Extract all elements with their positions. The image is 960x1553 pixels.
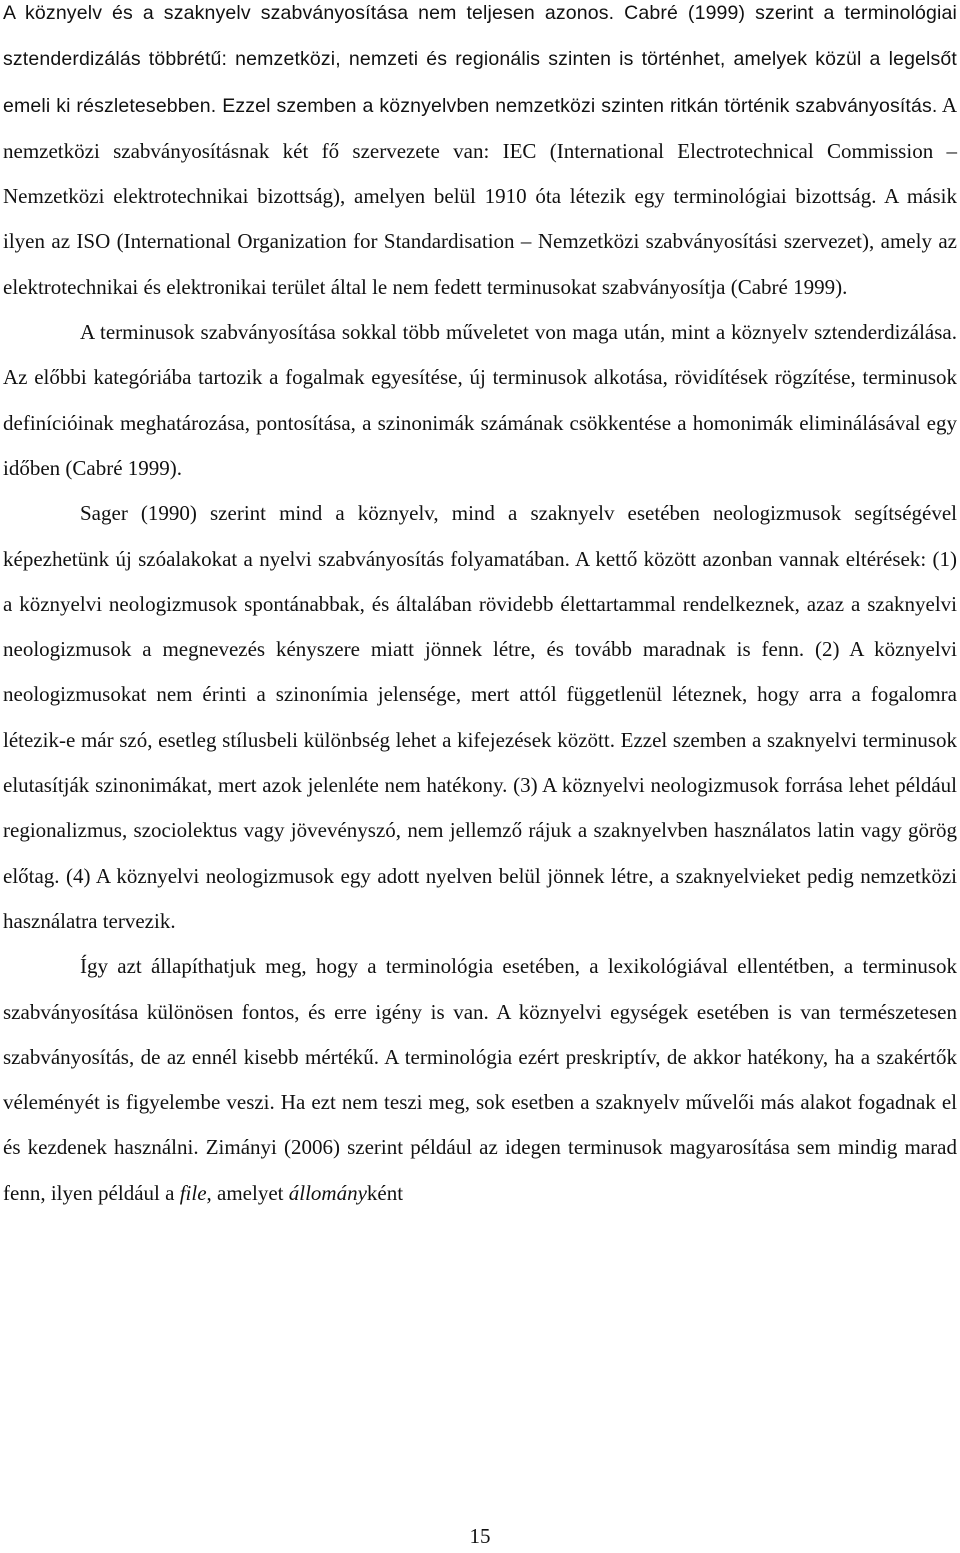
page-number: 15 <box>469 1524 491 1548</box>
paragraph-4-text-mid: , amelyet <box>206 1180 289 1205</box>
paragraph-1-serif-text: A nemzetközi szabványosításnak két fő szervezete van: IEC (International Electrotechnical Commission – Nemzetközi elektrotechnikai bizottság), amelyen belül 1910 óta létezik egy terminológiai bizottság. A másik ilyen az ISO (International Organization for Standardisation – Nemzetközi szabványosítási szervezet), amely az elektrotechnikai és elektronikai terület által le nem fedett terminusokat szabványosítja (Cabré 1999). <box>3 92 957 299</box>
italic-term-file: file <box>179 1180 207 1205</box>
italic-term-allomany: állomány <box>288 1180 367 1205</box>
paragraph-3: Sager (1990) szerint mind a köznyelv, mind a szaknyelv esetében neologizmusok segítségével képezhetünk új szóalakokat a nyelvi szabványosítás folyamatában. A kettő között azonban vannak eltérések: (1) a köznyelvi neologizmusok spontánabbak, és általában rövidebb élettartammal rendelkeznek, azaz a szaknyelvi neologizmusok a megnevezés kényszere miatt jönnek létre, és tovább maradnak is fenn. (2) A köznyelvi neologizmusokat nem érinti a szinonímia jelensége, mert attól függetlenül léteznek, hogy arra a fogalomra létezik-e már szó, esetleg stílusbeli különbség lehet a kifejezések között. Ezzel szemben a szaknyelvi terminusok elutasítják szinonimákat, mert azok jelenléte nem hatékony. (3) A köznyelvi neologizmusok forrása lehet például regionalizmus, szociolektus vagy jövevényszó, nem jellemző rájuk a szaknyelvben használatos latin vagy görög előtag. (4) A köznyelvi neologizmusok egy adott nyelven belül jönnek létre, a szaknyelvieket pedig nemzetközi használatra tervezik. <box>3 501 957 933</box>
paragraph-4-text-main: Így azt állapíthatjuk meg, hogy a terminológia esetében, a lexikológiával ellentétben, a terminusok szabványosítása különösen fontos, és erre igény is van. A köznyelvi egységek esetében is van természetesen szabványosítás, de az ennél kisebb mértékű. A terminológia ezért preskriptív, de akkor hatékony, ha a szakértők véleményét is figyelembe veszi. Ha ezt nem teszi meg, sok esetben a szaknyelv művelői más alakot fogadnak el és kezdenek használni. Zimányi (2006) szerint például az idegen terminusok magyarosítása sem mindig marad fenn, ilyen például a <box>3 954 957 1205</box>
paragraph-2: A terminusok szabványosítása sokkal több műveletet von maga után, mint a köznyelv sztenderdizálása. Az előbbi kategóriába tartozik a fogalmak egyesítése, új terminusok alkotása, rövidítések rögzítése, terminusok definícióinak meghatározása, pontosítása, a szinonimák számának csökkentése a homonimák eliminálásával egy időben (Cabré 1999). <box>3 320 957 480</box>
paragraph-4-text-end: ként <box>366 1180 404 1205</box>
paragraph-4 <box>3 944 957 1216</box>
document-page <box>3 0 957 1216</box>
paragraph-1 <box>3 0 957 310</box>
paragraph-1-sans-text: A köznyelv és a szaknyelv szabványosítása nem teljesen azonos. Cabré (1999) szerint a terminológiai sztenderdizálás többrétű: nemzetközi, nemzeti és regionális szinten is történhet, amelyek közül a legelsőt emeli ki részletesebben. Ezzel szemben a köznyelvben nemzetközi szinten ritkán történik szabványosítás. <box>3 2 957 117</box>
